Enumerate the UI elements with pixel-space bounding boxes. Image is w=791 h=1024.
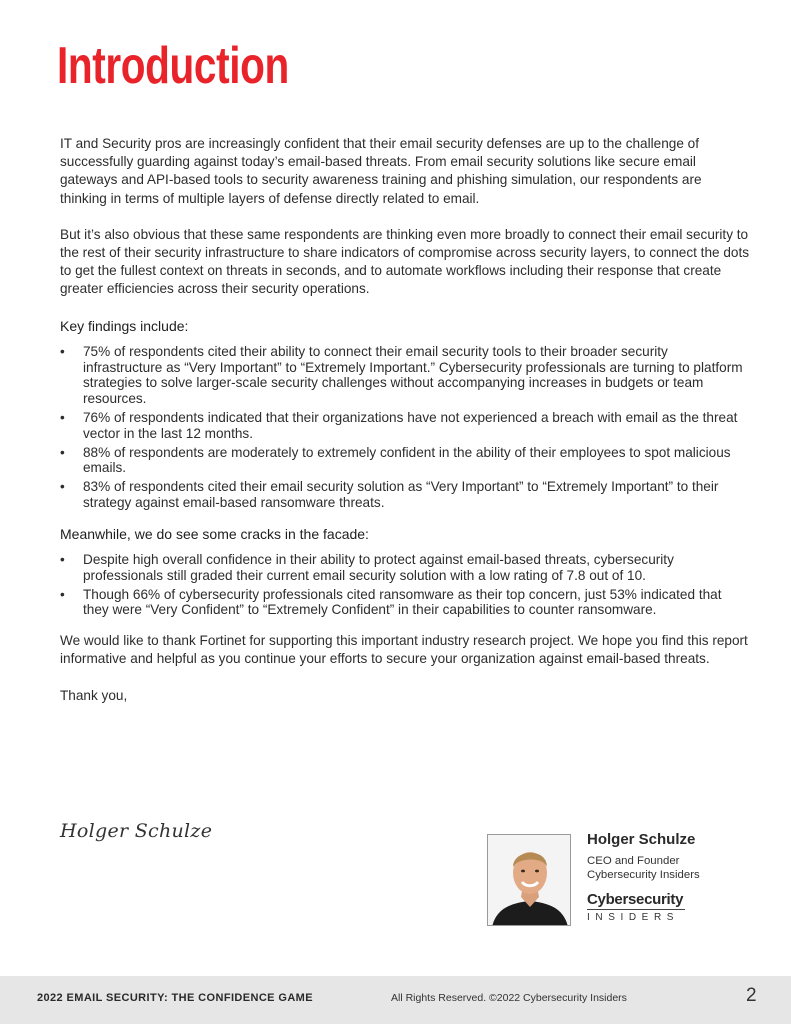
author-role: CEO and Founder	[587, 855, 680, 867]
author-photo	[487, 834, 571, 926]
author-portrait-icon	[488, 835, 571, 926]
list-item-text: Despite high overall confidence in their ability to protect against email-based threats, cybersecurity professionals still graded their current email security solution with a low rating of 7.8 out of 10.	[83, 552, 674, 583]
cracks-heading: Meanwhile, we do see some cracks in the facade:	[60, 525, 369, 542]
footer-copyright: All Rights Reserved. ©2022 Cybersecurity Insiders	[391, 992, 627, 1004]
footer	[0, 976, 791, 1024]
intro-paragraph: IT and Security pros are increasingly confident that their email security defenses are up to the challenge of successfully guarding against today’s email-based threats. From email security solutions like secure email gateways and API-based tools to security awareness training and phishing simulation, our respondents are thinking in terms of multiple layers of defense directly related to email.	[60, 136, 702, 206]
list-item-text: 76% of respondents indicated that their organizations have not experienced a breach with email as the threat vector in the last 12 months.	[83, 410, 738, 441]
list-item-text: Though 66% of cybersecurity professionals cited ransomware as their top concern, just 53% indicated that they were “Very Confident” to “Extremely Confident” in their capabilities to counter ransomware.	[83, 586, 722, 618]
key-findings-list	[60, 344, 750, 511]
list-item-text: 88% of respondents are moderately to extremely confident in the ability of their employees to spot malicious emails.	[83, 444, 731, 476]
bullet-icon: •	[60, 479, 65, 495]
intro-paragraph: But it’s also obvious that these same respondents are thinking even more broadly to connect their email security to the rest of their security infrastructure to share indicators of compromise across security layers, to connect the dots to get the fullest context on threats in seconds, and to automate workflows including their response that create greater efficiencies across their security operations.	[60, 226, 750, 297]
brand-subtitle: INSIDERS	[587, 909, 685, 924]
footer-report-title: 2022 EMAIL SECURITY: THE CONFIDENCE GAME	[37, 992, 313, 1004]
author-name: Holger Schulze	[587, 831, 696, 848]
bullet-icon: •	[60, 410, 65, 426]
signature: Holger Schulze	[60, 820, 213, 842]
cracks-list	[60, 552, 750, 618]
author-block	[587, 830, 767, 924]
list-item	[60, 445, 750, 477]
list-item-text: 83% of respondents cited their email security solution as “Very Important” to “Extremely Important” to their strategy against email-based ransomware threats.	[83, 479, 719, 510]
list-item-text: 75% of respondents cited their ability to connect their email security tools to their broader security infrastructure as “Very Important” to “Extremely Important.” Cybersecurity professionals are turning to platform strategies to solve larger-scale security challenges without accompanying increases in budgets or team resources.	[83, 343, 743, 407]
body-content	[60, 135, 750, 705]
list-item	[60, 344, 750, 407]
list-item	[60, 587, 750, 619]
page-number: 2	[746, 985, 757, 1006]
brand-name: Cybersecurity	[587, 891, 684, 908]
list-item	[60, 479, 750, 511]
bullet-icon: •	[60, 343, 65, 359]
bullet-icon: •	[60, 444, 65, 460]
bullet-icon: •	[60, 586, 65, 602]
page-title: Introduction	[57, 37, 289, 95]
key-findings-heading: Key findings include:	[60, 317, 189, 334]
closing-paragraph: We would like to thank Fortinet for supporting this important industry research project. We hope you find this report informative and helpful as you continue your efforts to secure your organization against email-based threats.	[60, 633, 748, 667]
author-org: Cybersecurity Insiders	[587, 869, 700, 881]
list-item	[60, 410, 750, 442]
brand-logo	[587, 891, 767, 924]
list-item	[60, 552, 750, 584]
bullet-icon: •	[60, 552, 65, 567]
thanks-text: Thank you,	[60, 687, 128, 703]
